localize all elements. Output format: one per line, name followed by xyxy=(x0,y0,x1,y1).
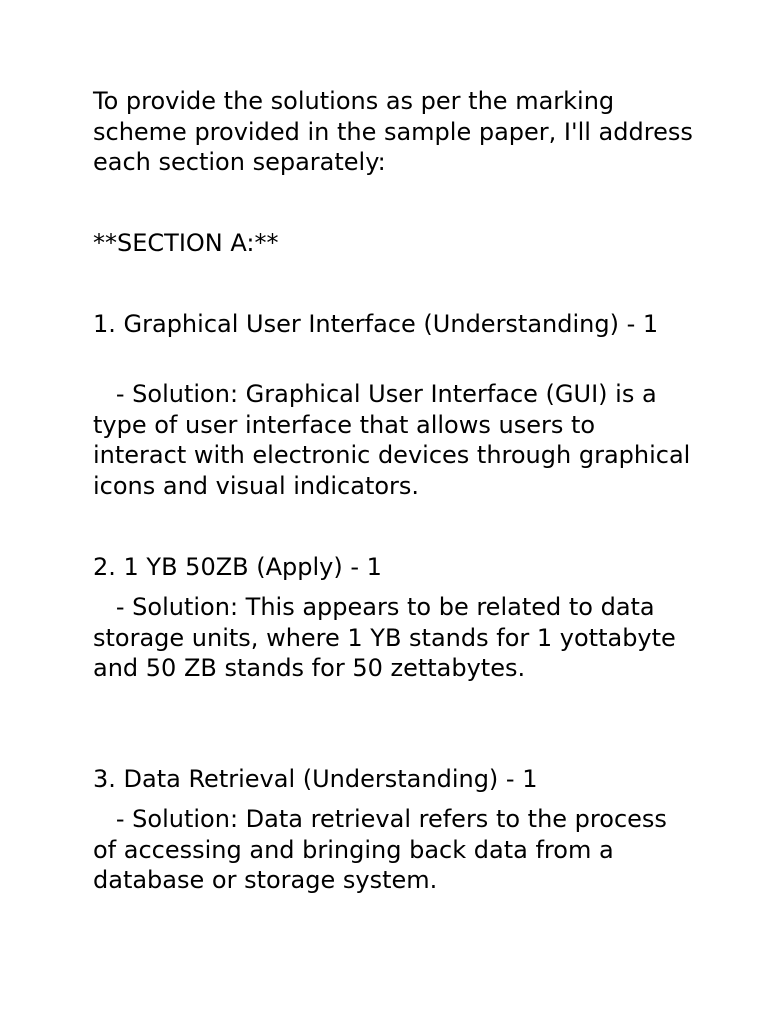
question-2-solution: - Solution: This appears to be related to data storage units, where 1 YB stands for 1 yottabyte and 50 ZB stands for 50 zettabytes. xyxy=(93,593,684,682)
question-2-title: 2. 1 YB 50ZB (Apply) - 1 xyxy=(93,553,382,581)
question-1-title: 1. Graphical User Interface (Understanding) - 1 xyxy=(93,310,659,338)
question-1-solution: - Solution: Graphical User Interface (GUI) is a type of user interface that allows users to interact with electronic devices through graphical icons and visual indicators. xyxy=(93,380,698,500)
section-heading: **SECTION A:** xyxy=(93,229,279,257)
intro-paragraph: To provide the solutions as per the marking scheme provided in the sample paper, I'll address each section separately: xyxy=(93,87,701,176)
question-3-title: 3. Data Retrieval (Understanding) - 1 xyxy=(93,765,538,793)
question-3-solution: - Solution: Data retrieval refers to the process of accessing and bringing back data from a database or storage system. xyxy=(93,805,675,894)
